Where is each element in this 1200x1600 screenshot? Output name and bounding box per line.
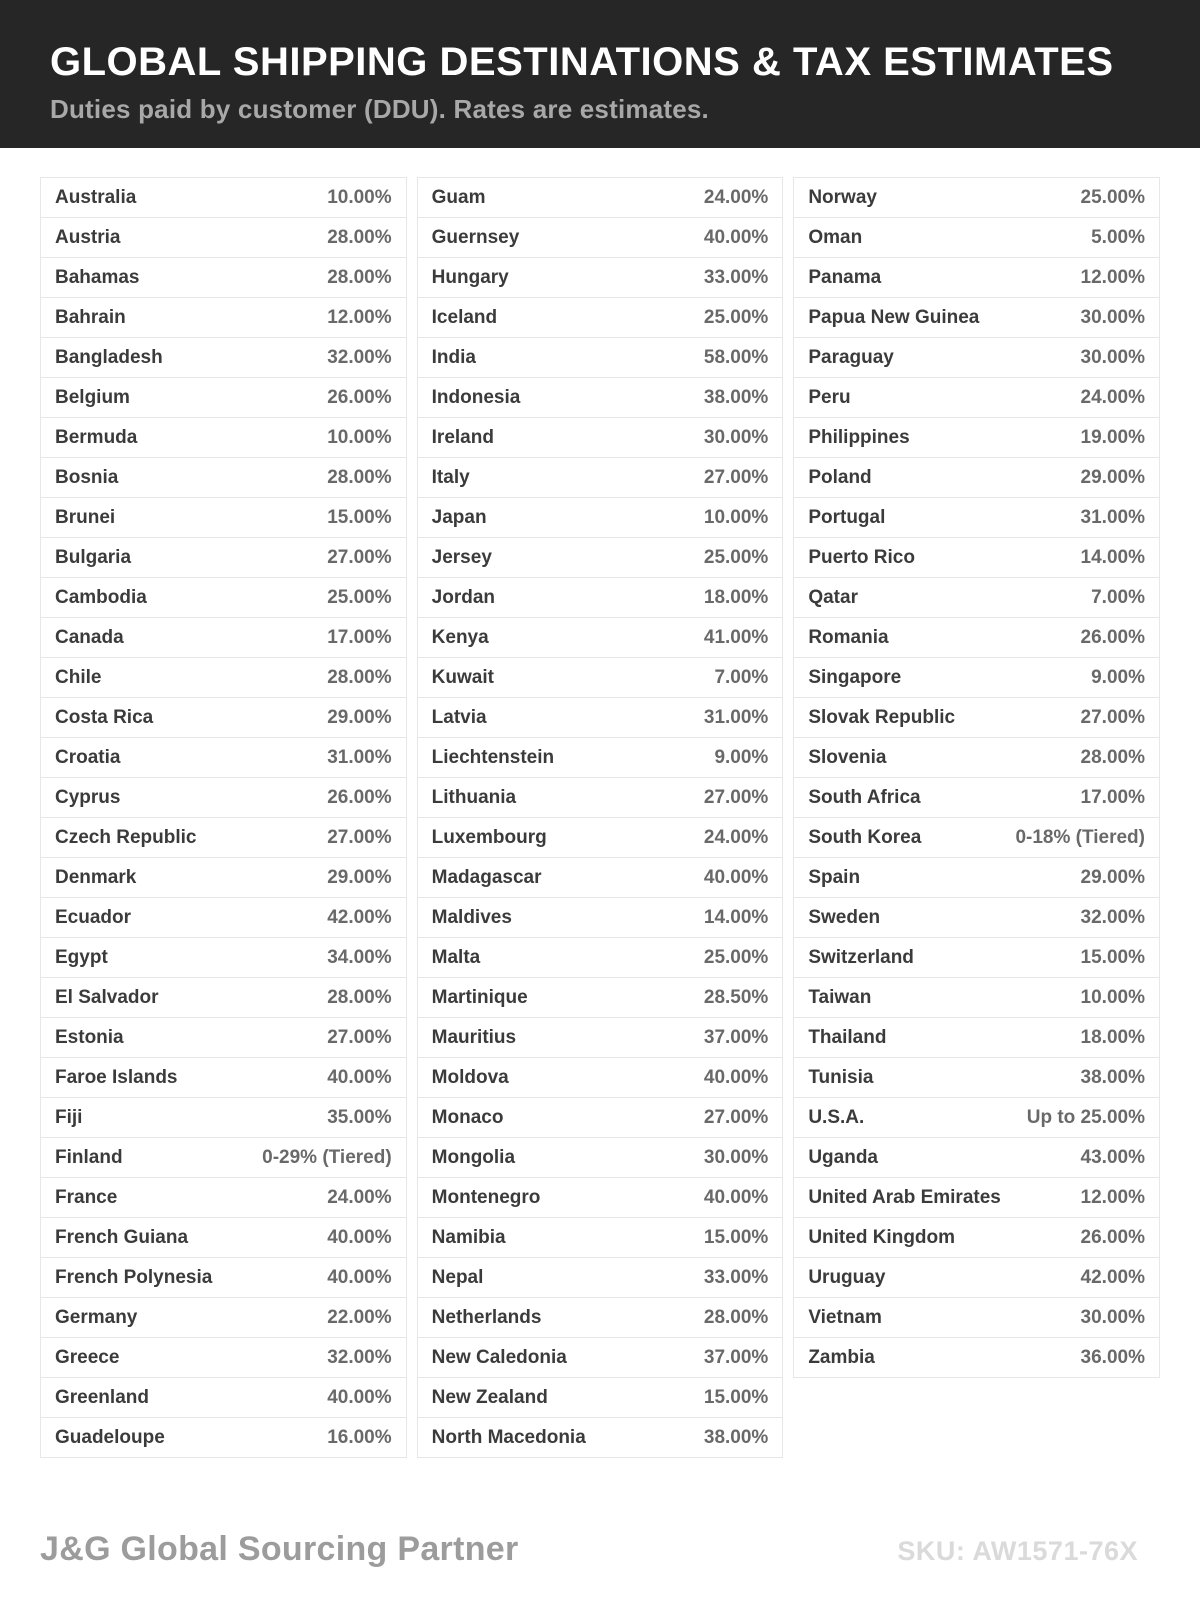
tax-rate: 37.00% — [703, 1346, 769, 1368]
country-name: Uganda — [808, 1146, 879, 1168]
country-name: Bangladesh — [55, 346, 163, 368]
table-row — [41, 737, 406, 777]
country-name: Croatia — [55, 746, 121, 768]
country-name: Mongolia — [431, 1146, 516, 1168]
country-name: Uruguay — [808, 1266, 886, 1288]
country-name: Kenya — [431, 626, 489, 648]
table-row — [418, 1377, 783, 1417]
table-row — [418, 937, 783, 977]
tax-rate: 25.00% — [703, 306, 769, 328]
tax-rate: 28.00% — [703, 1306, 769, 1328]
table-row — [418, 817, 783, 857]
tax-rate: 17.00% — [327, 626, 392, 648]
tax-rate: 26.00% — [327, 786, 392, 808]
tax-rate: 15.00% — [1080, 946, 1145, 968]
table-row — [41, 1257, 406, 1297]
tax-rate: 28.00% — [327, 226, 392, 248]
country-name: Bahrain — [55, 306, 126, 328]
table-row — [794, 857, 1159, 897]
rates-table — [40, 177, 1160, 1458]
table-row — [41, 1097, 406, 1137]
tax-rate: 38.00% — [1080, 1066, 1145, 1088]
tax-rate: 27.00% — [703, 786, 769, 808]
table-row — [794, 497, 1159, 537]
table-row — [794, 737, 1159, 777]
country-name: Latvia — [431, 706, 487, 728]
tax-rate: 27.00% — [703, 466, 769, 488]
table-row — [418, 417, 783, 457]
country-name: Puerto Rico — [808, 546, 915, 568]
tax-rate: 32.00% — [327, 1346, 392, 1368]
table-row — [41, 1057, 406, 1097]
tax-rate: 58.00% — [703, 346, 769, 368]
sku-label: SKU: AW1571-76X — [897, 1536, 1138, 1566]
country-name: Chile — [55, 666, 102, 688]
tax-rate: 40.00% — [327, 1266, 392, 1288]
table-row — [41, 1417, 406, 1457]
country-name: Austria — [55, 226, 121, 248]
tax-rate: 40.00% — [327, 1066, 392, 1088]
table-row — [794, 1297, 1159, 1337]
table-row — [418, 1097, 783, 1137]
table-row — [41, 697, 406, 737]
country-name: Moldova — [431, 1066, 509, 1088]
tax-rate: 40.00% — [327, 1226, 392, 1248]
tax-rate: 31.00% — [1080, 506, 1145, 528]
country-name: Nepal — [431, 1266, 484, 1288]
table-row — [418, 777, 783, 817]
tax-rate: 29.00% — [1080, 466, 1145, 488]
country-name: North Macedonia — [431, 1426, 586, 1448]
tax-rate: 25.00% — [327, 586, 392, 608]
table-row — [41, 257, 406, 297]
country-name: Australia — [55, 186, 137, 208]
table-row — [418, 577, 783, 617]
tax-rate: 27.00% — [703, 1106, 769, 1128]
country-name: French Polynesia — [55, 1266, 213, 1288]
table-row — [794, 1217, 1159, 1257]
tax-rate: 7.00% — [714, 666, 769, 688]
tax-rate: 32.00% — [327, 346, 392, 368]
country-name: Montenegro — [431, 1186, 541, 1208]
country-name: Martinique — [431, 986, 528, 1008]
table-row — [794, 897, 1159, 937]
tax-rate: 28.00% — [327, 986, 392, 1008]
table-row — [794, 417, 1159, 457]
country-name: Netherlands — [431, 1306, 542, 1328]
table-row — [41, 1177, 406, 1217]
table-row — [418, 657, 783, 697]
country-name: New Zealand — [431, 1386, 548, 1408]
tax-rate: 18.00% — [703, 586, 769, 608]
tax-rate: 37.00% — [703, 1026, 769, 1048]
country-name: Belgium — [55, 386, 130, 408]
table-row — [794, 777, 1159, 817]
tax-rate: 40.00% — [703, 1066, 769, 1088]
table-row — [41, 857, 406, 897]
country-name: Luxembourg — [431, 826, 547, 848]
country-name: Kuwait — [431, 666, 494, 688]
country-name: Panama — [808, 266, 882, 288]
tax-rate: 26.00% — [1080, 1226, 1145, 1248]
table-row — [794, 697, 1159, 737]
tax-rate: 25.00% — [703, 546, 769, 568]
tax-rate: 15.00% — [703, 1386, 769, 1408]
country-name: India — [431, 346, 476, 368]
country-name: French Guiana — [55, 1226, 189, 1248]
table-row — [794, 937, 1159, 977]
tax-rate: 7.00% — [1091, 586, 1145, 608]
tax-rate: 9.00% — [1091, 666, 1145, 688]
country-name: Iceland — [431, 306, 498, 328]
table-row — [418, 1217, 783, 1257]
table-row — [794, 178, 1159, 217]
country-name: Romania — [808, 626, 889, 648]
table-row — [794, 1097, 1159, 1137]
table-row — [794, 1057, 1159, 1097]
tax-rate: 30.00% — [1080, 346, 1145, 368]
country-name: Portugal — [808, 506, 886, 528]
tax-rate: 41.00% — [703, 626, 769, 648]
table-row — [41, 577, 406, 617]
table-row — [41, 1217, 406, 1257]
table-row — [418, 497, 783, 537]
tax-rate: 14.00% — [1080, 546, 1145, 568]
tax-rate: 43.00% — [1080, 1146, 1145, 1168]
country-name: Egypt — [55, 946, 108, 968]
tax-rate: 42.00% — [327, 906, 392, 928]
country-name: Paraguay — [808, 346, 894, 368]
table-row — [41, 217, 406, 257]
table-row — [418, 737, 783, 777]
table-row — [794, 1257, 1159, 1297]
tax-rate: 10.00% — [703, 506, 769, 528]
tax-rate: 29.00% — [1080, 866, 1145, 888]
table-row — [41, 297, 406, 337]
country-name: Estonia — [55, 1026, 124, 1048]
table-row — [41, 178, 406, 217]
tax-rate: 27.00% — [1080, 706, 1145, 728]
country-name: Tunisia — [808, 1066, 874, 1088]
tax-rate: 9.00% — [714, 746, 769, 768]
table-row — [418, 977, 783, 1017]
tax-rate: 27.00% — [327, 826, 392, 848]
tax-rate: 38.00% — [703, 386, 769, 408]
tax-rate: 31.00% — [327, 746, 392, 768]
country-name: Cyprus — [55, 786, 121, 808]
table-row — [418, 457, 783, 497]
table-row — [41, 1137, 406, 1177]
country-name: United Arab Emirates — [808, 1186, 1001, 1208]
country-name: Taiwan — [808, 986, 872, 1008]
table-row — [41, 1297, 406, 1337]
table-row — [418, 1017, 783, 1057]
tax-rate: 17.00% — [1080, 786, 1145, 808]
table-row — [418, 617, 783, 657]
country-name: Faroe Islands — [55, 1066, 178, 1088]
country-name: United Kingdom — [808, 1226, 956, 1248]
table-row — [41, 937, 406, 977]
tax-rate: 10.00% — [327, 186, 392, 208]
table-row — [794, 657, 1159, 697]
country-name: Lithuania — [431, 786, 517, 808]
country-name: New Caledonia — [431, 1346, 567, 1368]
tax-rate: 10.00% — [327, 426, 392, 448]
page-title: GLOBAL SHIPPING DESTINATIONS & TAX ESTIMATES — [50, 40, 1114, 84]
country-name: Guam — [431, 186, 486, 208]
table-row — [794, 217, 1159, 257]
tax-rate: 40.00% — [327, 1386, 392, 1408]
table-row — [794, 617, 1159, 657]
tax-rate: 28.00% — [1080, 746, 1145, 768]
tax-rate: 27.00% — [327, 1026, 392, 1048]
country-name: Guadeloupe — [55, 1426, 165, 1448]
country-name: Peru — [808, 386, 851, 408]
tax-rate: 28.50% — [703, 986, 769, 1008]
table-row — [418, 377, 783, 417]
tax-rate: 28.00% — [327, 666, 392, 688]
table-row — [41, 497, 406, 537]
tax-rate: 32.00% — [1080, 906, 1145, 928]
country-name: Jordan — [431, 586, 496, 608]
country-name: Costa Rica — [55, 706, 154, 728]
tax-rate: 12.00% — [1080, 1186, 1145, 1208]
table-row — [794, 337, 1159, 377]
country-name: Finland — [55, 1146, 123, 1168]
table-row — [794, 457, 1159, 497]
country-name: Italy — [431, 466, 470, 488]
tax-rate: 40.00% — [703, 866, 769, 888]
tax-rate: 12.00% — [1080, 266, 1145, 288]
table-row — [418, 178, 783, 217]
table-row — [418, 257, 783, 297]
tax-rate: 35.00% — [327, 1106, 392, 1128]
table-row — [418, 1337, 783, 1377]
country-name: Maldives — [431, 906, 512, 928]
tax-rate: 26.00% — [327, 386, 392, 408]
country-name: El Salvador — [55, 986, 159, 1008]
tax-rate: 30.00% — [703, 1146, 769, 1168]
table-row — [41, 897, 406, 937]
table-row — [41, 457, 406, 497]
tax-rate: 34.00% — [327, 946, 392, 968]
tax-rate: 22.00% — [327, 1306, 392, 1328]
table-row — [418, 1417, 783, 1457]
country-name: Zambia — [808, 1346, 875, 1368]
table-row — [41, 377, 406, 417]
country-name: Greece — [55, 1346, 120, 1368]
table-row — [794, 257, 1159, 297]
table-row — [418, 1057, 783, 1097]
table-row — [418, 537, 783, 577]
table-row — [418, 1137, 783, 1177]
tax-rate: 30.00% — [1080, 1306, 1145, 1328]
tax-rate: 26.00% — [1080, 626, 1145, 648]
table-row — [41, 777, 406, 817]
country-name: U.S.A. — [808, 1106, 865, 1128]
table-row — [41, 1017, 406, 1057]
country-name: Thailand — [808, 1026, 887, 1048]
country-name: Fiji — [55, 1106, 83, 1128]
table-row — [41, 537, 406, 577]
country-name: Liechtenstein — [431, 746, 555, 768]
tax-rate: 24.00% — [703, 826, 769, 848]
country-name: Canada — [55, 626, 124, 648]
footer — [40, 1530, 1160, 1569]
country-name: Qatar — [808, 586, 858, 608]
country-name: Philippines — [808, 426, 910, 448]
table-row — [41, 977, 406, 1017]
tax-rate: 29.00% — [327, 706, 392, 728]
country-name: Vietnam — [808, 1306, 882, 1328]
tax-rate: 10.00% — [1080, 986, 1145, 1008]
country-name: Slovak Republic — [808, 706, 956, 728]
country-name: Japan — [431, 506, 487, 528]
country-name: Bahamas — [55, 266, 140, 288]
country-name: Sweden — [808, 906, 881, 928]
tax-rate: 42.00% — [1080, 1266, 1145, 1288]
country-name: Switzerland — [808, 946, 914, 968]
tax-rate: 12.00% — [327, 306, 392, 328]
country-name: Hungary — [431, 266, 509, 288]
country-name: Ecuador — [55, 906, 132, 928]
tax-rate: 19.00% — [1080, 426, 1145, 448]
tax-rate: 38.00% — [703, 1426, 769, 1448]
tax-rate: 40.00% — [703, 226, 769, 248]
country-name: Bosnia — [55, 466, 119, 488]
country-name: Germany — [55, 1306, 138, 1328]
tax-rate: 24.00% — [703, 186, 769, 208]
table-row — [418, 1177, 783, 1217]
table-row — [794, 1177, 1159, 1217]
country-name: Mauritius — [431, 1026, 517, 1048]
table-row — [794, 297, 1159, 337]
table-row — [418, 697, 783, 737]
country-name: Indonesia — [431, 386, 521, 408]
tax-rate: 14.00% — [703, 906, 769, 928]
rate-column — [417, 177, 784, 1458]
table-row — [418, 897, 783, 937]
page-subtitle: Duties paid by customer (DDU). Rates are estimates. — [50, 94, 709, 124]
tax-rate: 28.00% — [327, 466, 392, 488]
country-name: Greenland — [55, 1386, 149, 1408]
country-name: France — [55, 1186, 118, 1208]
tax-rate: 24.00% — [327, 1186, 392, 1208]
tax-rate: 33.00% — [703, 1266, 769, 1288]
tax-rate: 27.00% — [327, 546, 392, 568]
tax-rate: 36.00% — [1080, 1346, 1145, 1368]
table-row — [794, 577, 1159, 617]
country-name: Bulgaria — [55, 546, 132, 568]
country-name: Poland — [808, 466, 872, 488]
tax-rate: 18.00% — [1080, 1026, 1145, 1048]
tax-rate: 0-29% (Tiered) — [262, 1146, 392, 1168]
table-row — [418, 297, 783, 337]
country-name: Papua New Guinea — [808, 306, 980, 328]
table-row — [794, 1337, 1159, 1377]
country-name: Madagascar — [431, 866, 542, 888]
tax-rate: 33.00% — [703, 266, 769, 288]
country-name: Jersey — [431, 546, 492, 568]
brand-name: J&G Global Sourcing Partner — [40, 1530, 519, 1568]
tax-rate: 24.00% — [1080, 386, 1145, 408]
tax-rate: Up to 25.00% — [1026, 1106, 1145, 1128]
table-row — [41, 337, 406, 377]
country-name: Namibia — [431, 1226, 506, 1248]
table-row — [418, 1257, 783, 1297]
country-name: South Korea — [808, 826, 922, 848]
table-row — [794, 377, 1159, 417]
country-name: Cambodia — [55, 586, 147, 608]
country-name: Denmark — [55, 866, 137, 888]
header-banner — [0, 0, 1200, 148]
country-name: South Africa — [808, 786, 921, 808]
country-name: Czech Republic — [55, 826, 197, 848]
tax-rate: 16.00% — [327, 1426, 392, 1448]
table-row — [418, 857, 783, 897]
country-name: Guernsey — [431, 226, 520, 248]
tax-rate: 0-18% (Tiered) — [1015, 826, 1145, 848]
table-row — [41, 657, 406, 697]
country-name: Singapore — [808, 666, 902, 688]
tax-rate: 40.00% — [703, 1186, 769, 1208]
country-name: Oman — [808, 226, 863, 248]
table-row — [418, 217, 783, 257]
country-name: Spain — [808, 866, 861, 888]
country-name: Ireland — [431, 426, 494, 448]
country-name: Brunei — [55, 506, 116, 528]
tax-rate: 30.00% — [1080, 306, 1145, 328]
tax-rate: 28.00% — [327, 266, 392, 288]
table-row — [418, 337, 783, 377]
table-row — [41, 1337, 406, 1377]
rate-column — [793, 177, 1160, 1378]
table-row — [794, 977, 1159, 1017]
table-row — [794, 537, 1159, 577]
table-row — [794, 1017, 1159, 1057]
table-row — [418, 1297, 783, 1337]
rate-column — [40, 177, 407, 1458]
table-row — [41, 417, 406, 457]
tax-rate: 25.00% — [703, 946, 769, 968]
table-row — [41, 1377, 406, 1417]
table-row — [794, 817, 1159, 857]
country-name: Bermuda — [55, 426, 138, 448]
table-row — [794, 1137, 1159, 1177]
country-name: Norway — [808, 186, 877, 208]
country-name: Slovenia — [808, 746, 887, 768]
tax-rate: 31.00% — [703, 706, 769, 728]
tax-rate: 29.00% — [327, 866, 392, 888]
table-row — [41, 817, 406, 857]
tax-rate: 30.00% — [703, 426, 769, 448]
country-name: Monaco — [431, 1106, 504, 1128]
tax-rate: 25.00% — [1080, 186, 1145, 208]
tax-rate: 15.00% — [703, 1226, 769, 1248]
tax-rate: 15.00% — [327, 506, 392, 528]
country-name: Malta — [431, 946, 481, 968]
tax-rate: 5.00% — [1091, 226, 1145, 248]
table-row — [41, 617, 406, 657]
